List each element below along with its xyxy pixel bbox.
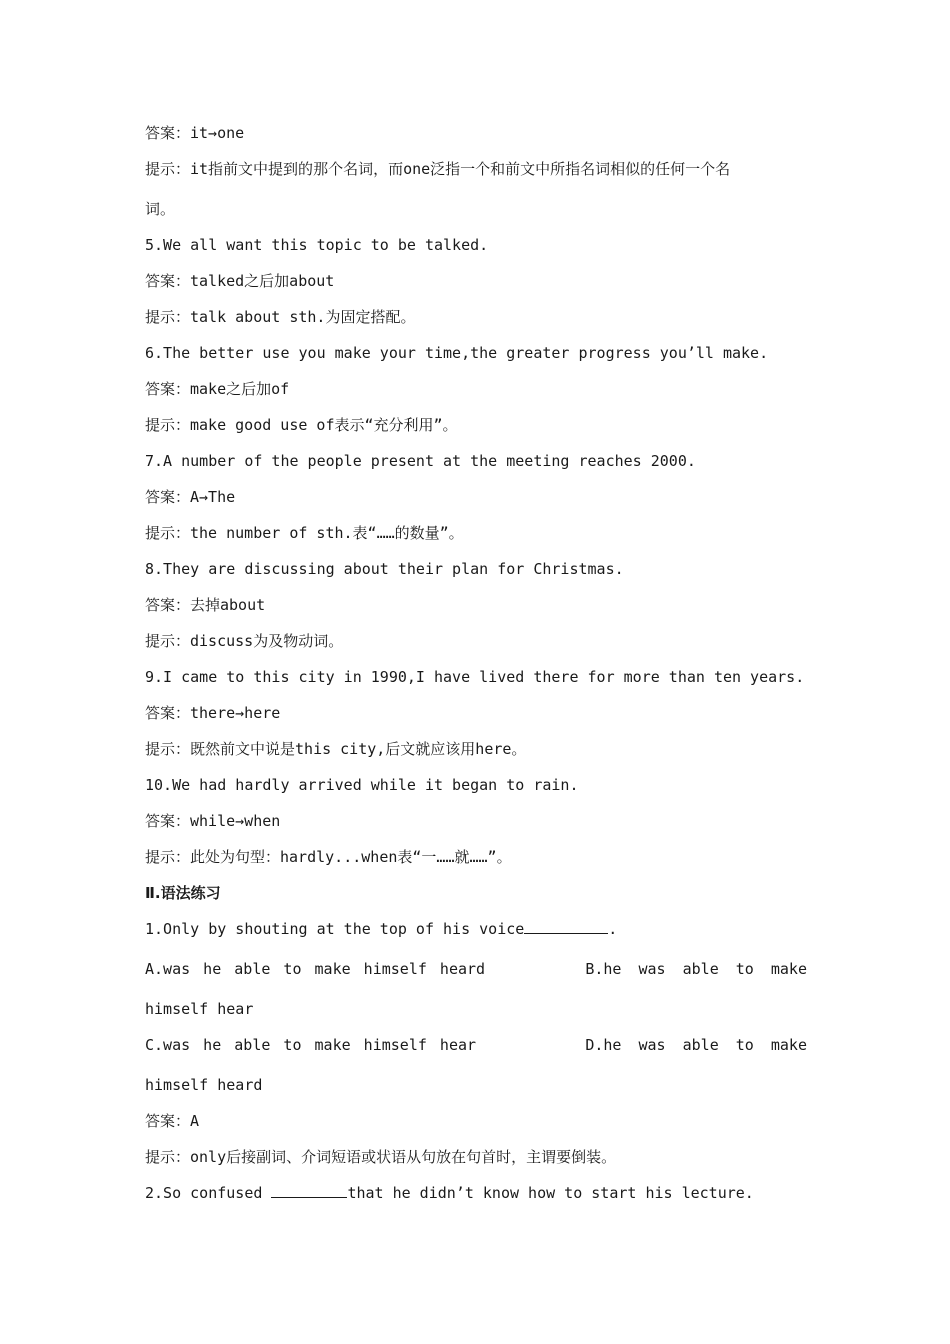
hint-line: 提示：既然前文中说是this city,后文就应该用here。 bbox=[145, 740, 527, 758]
answer-line: 答案：去掉about bbox=[145, 596, 266, 614]
question-5: 5.We all want this topic to be talked. bbox=[145, 236, 489, 254]
answer-line: 答案：A→The bbox=[145, 488, 236, 506]
option-d-continuation: himself heard bbox=[145, 1076, 263, 1094]
document-page bbox=[145, 123, 807, 1219]
options-row-cd bbox=[145, 1035, 807, 1055]
hint-line: 提示：only后接副词、介词短语或状语从句放在句首时，主谓要倒装。 bbox=[145, 1148, 617, 1166]
hint-line: 提示：it指前文中提到的那个名词，而one泛指一个和前文中所指名词相似的任何一个名 bbox=[145, 160, 731, 178]
options-row-ab bbox=[145, 959, 807, 979]
option-b-continuation: himself hear bbox=[145, 1000, 254, 1018]
question-8: 8.They are discussing about their plan for Christmas. bbox=[145, 560, 624, 578]
answer-blank bbox=[271, 1183, 347, 1198]
question-10: 10.We had hardly arrived while it began to rain. bbox=[145, 776, 579, 794]
answer-line: 答案：talked之后加about bbox=[145, 272, 335, 290]
option-a: A.was he able to make himself heard bbox=[145, 960, 486, 978]
hint-line: 提示：the number of sth.表“……的数量”。 bbox=[145, 524, 464, 542]
hint-line: 提示：make good use of表示“充分利用”。 bbox=[145, 416, 458, 434]
hint-line: 提示：此处为句型：hardly...when表“一……就……”。 bbox=[145, 848, 512, 866]
answer-line: 答案：while→when bbox=[145, 812, 281, 830]
grammar-question-1 bbox=[145, 919, 807, 939]
answer-blank bbox=[524, 919, 608, 934]
hint-line: 提示：talk about sth.为固定搭配。 bbox=[145, 308, 416, 326]
section-heading: Ⅱ.语法练习 bbox=[145, 884, 221, 902]
answer-line: 答案：there→here bbox=[145, 704, 281, 722]
answer-line: 答案：make之后加of bbox=[145, 380, 290, 398]
hint-line: 提示：discuss为及物动词。 bbox=[145, 632, 344, 650]
question-7: 7.A number of the people present at the meeting reaches 2000. bbox=[145, 452, 696, 470]
hint-line-continuation: 词。 bbox=[145, 200, 176, 218]
question-9: 9.I came to this city in 1990,I have lived there for more than ten years. bbox=[145, 668, 805, 686]
question-stem: 2.So confused bbox=[145, 1184, 272, 1202]
question-stem-end: . bbox=[608, 920, 618, 938]
option-c: C.was he able to make himself hear bbox=[145, 1036, 477, 1054]
option-b: B.he was able to make bbox=[585, 960, 807, 978]
question-stem: 1.Only by shouting at the top of his voice bbox=[145, 920, 525, 938]
grammar-question-2 bbox=[145, 1183, 807, 1203]
answer-line: 答案：it→one bbox=[145, 124, 245, 142]
option-d: D.he was able to make bbox=[585, 1036, 807, 1054]
answer-line: 答案：A bbox=[145, 1112, 200, 1130]
question-stem-end: that he didn’t know how to start his lecture. bbox=[347, 1184, 754, 1202]
question-6: 6.The better use you make your time,the greater progress you’ll make. bbox=[145, 344, 769, 362]
